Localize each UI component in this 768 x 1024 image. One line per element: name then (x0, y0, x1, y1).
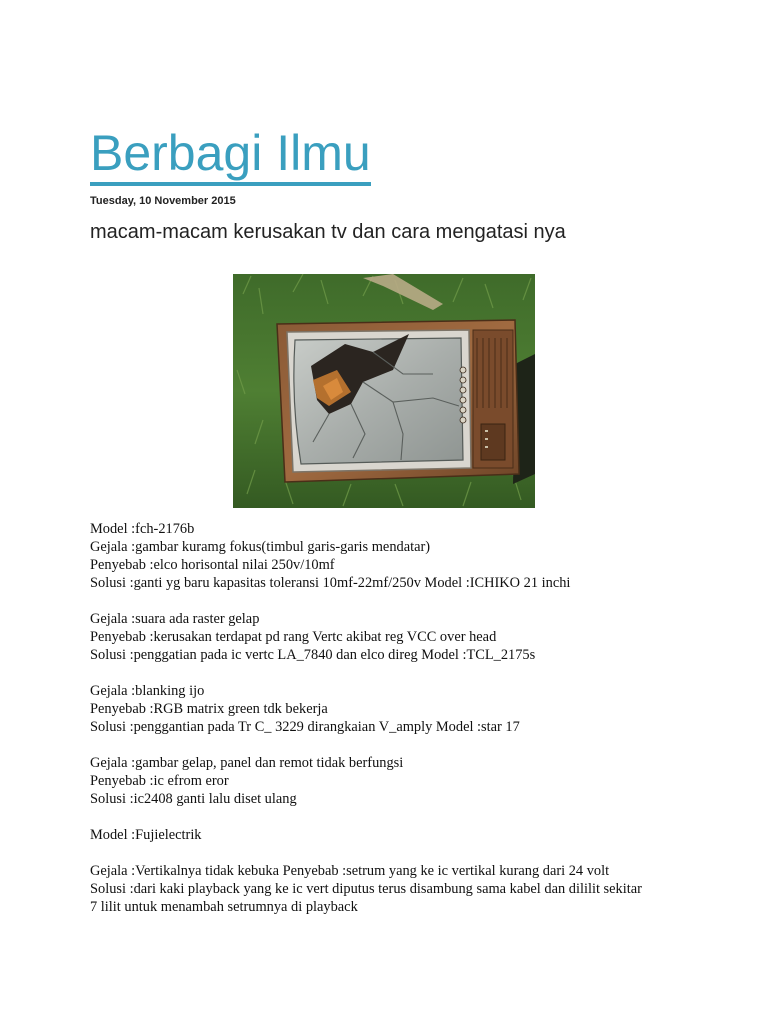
post-paragraph (90, 610, 690, 664)
post-line: Model :fch-2176b (90, 521, 195, 537)
post-date: Tuesday, 10 November 2015 (90, 195, 236, 207)
post-line: Solusi :penggatian pada ic vertc LA_7840 dan elco direg Model :TCL_2175s (90, 647, 536, 663)
post-paragraph (90, 862, 690, 916)
post-line: Solusi :ic2408 ganti lalu diset ulang (90, 791, 297, 807)
blog-title-link[interactable]: Berbagi Ilmu (90, 124, 371, 186)
post-image (233, 274, 535, 508)
post-line: Penyebab :RGB matrix green tdk bekerja (90, 701, 328, 717)
post-line: Gejala :gambar kuramg fokus(timbul garis-garis mendatar) (90, 539, 431, 555)
post-line: Model :Fujielectrik (90, 827, 202, 843)
post-line: Solusi :penggantian pada Tr C_ 3229 dirangkaian V_amply Model :star 17 (90, 719, 520, 735)
post-paragraph (90, 682, 690, 736)
post-line: Gejala :gambar gelap, panel dan remot tidak berfungsi (90, 755, 404, 771)
post-line: Gejala :Vertikalnya tidak kebuka Penyebab :setrum yang ke ic vertikal kurang dari 24 volt (90, 863, 610, 879)
post-line: Gejala :suara ada raster gelap (90, 611, 260, 627)
post-line: Penyebab :kerusakan terdapat pd rang Vertc akibat reg VCC over head (90, 629, 497, 645)
post-line: Penyebab :elco horisontal nilai 250v/10mf (90, 557, 335, 573)
post-title: macam-macam kerusakan tv dan cara mengatasi nya (90, 221, 566, 243)
post-line: Penyebab :ic efrom eror (90, 773, 229, 789)
post-paragraph (90, 754, 690, 808)
post-paragraph (90, 520, 690, 592)
post-body (90, 520, 690, 934)
post-line: Solusi :ganti yg baru kapasitas toleransi 10mf-22mf/250v Model :ICHIKO 21 inchi (90, 575, 571, 591)
broken-tv-icon (233, 274, 535, 508)
post-line: 7 lilit untuk menambah setrumnya di playback (90, 899, 358, 915)
post-line: Solusi :dari kaki playback yang ke ic vert diputus terus disambung sama kabel dan dililit sekitar (90, 881, 642, 897)
post-paragraph (90, 826, 690, 844)
post-line: Gejala :blanking ijo (90, 683, 205, 699)
